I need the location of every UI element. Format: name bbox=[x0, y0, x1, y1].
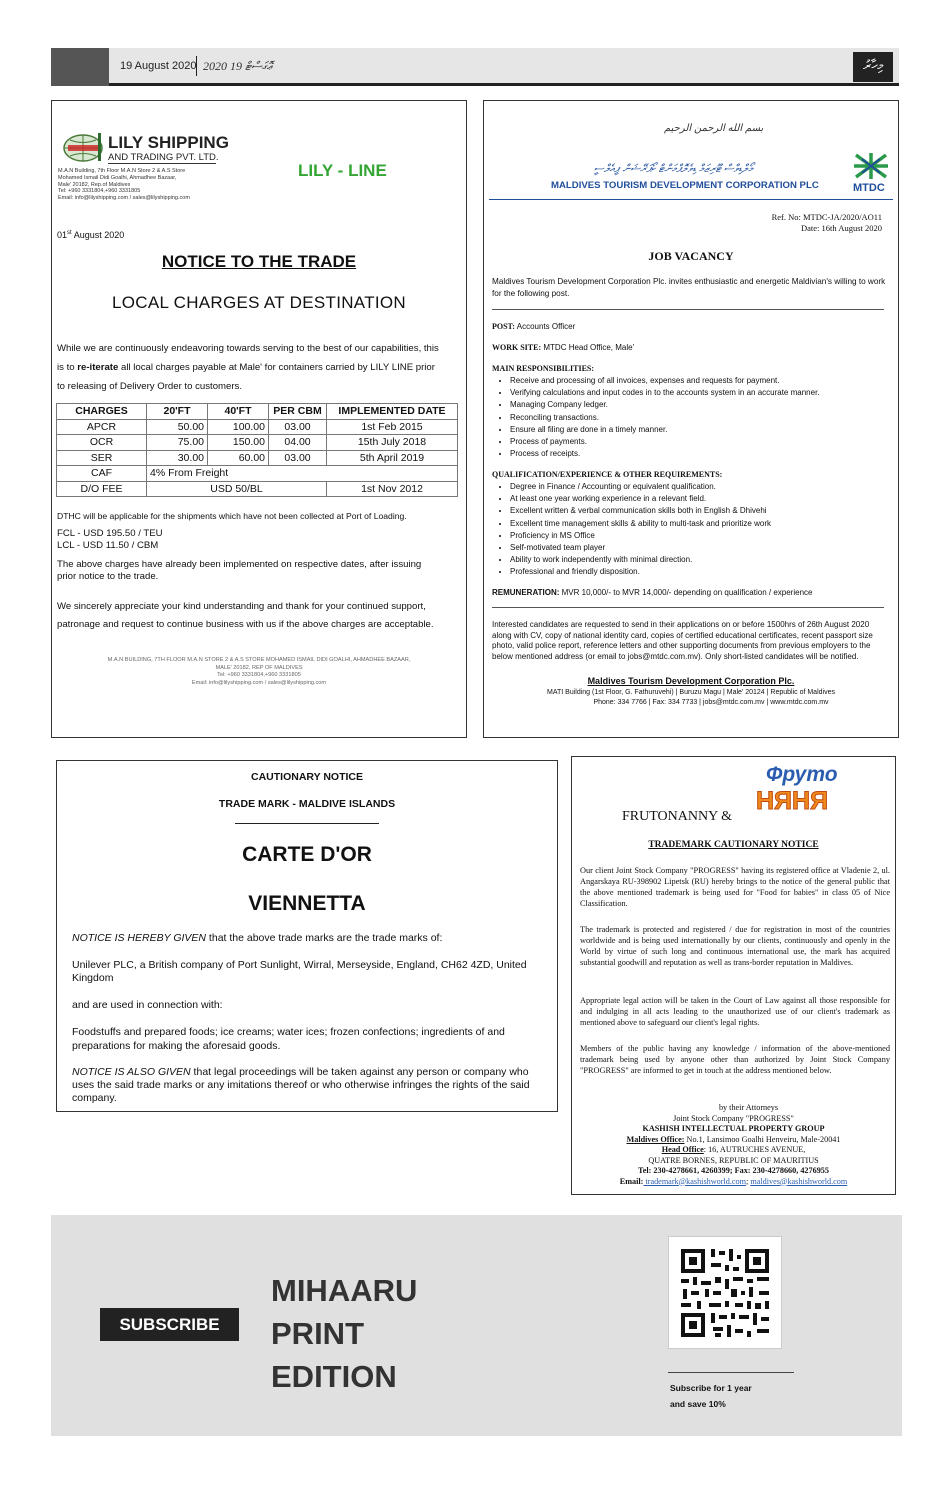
list-item: • Excellent written & verbal communication skills both in English & Dhivehi bbox=[510, 505, 771, 517]
table-header-row: CHARGES 20'FT 40'FT PER CBM IMPLEMENTED DATE bbox=[57, 404, 458, 420]
table-row: CAF 4% From Freight bbox=[57, 466, 458, 482]
mtdc-footer-contact: MATI Building (1st Floor, G. Fathuruvehi) | Buruzu Magu | Male' 20124 | Republic of Maldives Phone: 334 7766 | Fax: 334 7733 | jobs@mtdc.com.mv | www.mtdc.com.mv bbox=[547, 689, 835, 706]
header-accent bbox=[51, 48, 109, 86]
mtdc-site: WORK SITE: MTDC Head Office, Male' bbox=[492, 343, 635, 352]
fruto-logo-bottom: НЯНЯ bbox=[756, 787, 829, 815]
mtdc-header-rule bbox=[489, 199, 893, 200]
mtdc-apply: Interested candidates are requested to send in their applications on or before 1500hrs of 26th August 2020 along with CV, copy of national identity card, copies of certified educational certificates, recent passport size photo, valid police report, reference letters and other supporting documents from previous employers to the below mentioned address (or email to jobs@mtdc.com.mv). Only short-listed candidates will be notified. bbox=[492, 620, 873, 661]
mtdc-logo-icon bbox=[852, 151, 890, 181]
list-item: • Excellent time management skills & ability to multi-task and prioritize work bbox=[510, 518, 771, 530]
list-item: • Professional and friendly disposition. bbox=[510, 566, 771, 578]
fruto-email-2[interactable]: maldives@kashishworld.com bbox=[750, 1176, 848, 1186]
list-item: • Proficiency in MS Office bbox=[510, 530, 771, 542]
list-item: • Receive and processing of all invoices, expenses and requests for payment. bbox=[510, 375, 820, 387]
cautionary-used: and are used in connection with: bbox=[72, 999, 223, 1011]
lily-subtitle: LOCAL CHARGES AT DESTINATION bbox=[112, 293, 406, 312]
cautionary-owner: Unilever PLC, a British company of Port Sunlight, Wirral, Merseyside, England, CH62 4ZD, United Kingdom bbox=[72, 959, 527, 984]
mtdc-responsibilities bbox=[510, 375, 820, 460]
mtdc-footer-name: Maldives Tourism Development Corporation Plc. bbox=[587, 676, 795, 686]
mtdc-intro: Maldives Tourism Development Corporation Plc. invites enthusiastic and energetic Maldivian's willing to work for the following post. bbox=[492, 277, 886, 298]
table-row: OCR 75.00 150.00 04.00 15th July 2018 bbox=[57, 435, 458, 451]
lily-footer: M.A.N BUILDING, 7TH FLOOR M.A.N STORE 2 & A.S STORE MOHAMED ISMAIL DIDI GOALHI, AHMADHEE BAZAAR, MALE' 20182, REP OF MALDIVES Tel: +960 3331804,+960 3331805 Email: info@lilyshipping.com / sales@lilyshipping.com bbox=[107, 657, 411, 686]
cautionary-also: NOTICE IS ALSO GIVEN that legal proceedings will be taken against any person or company who uses the said trade marks or any imitations thereof or who otherwise infringes the rights of the said company. bbox=[72, 1066, 530, 1104]
subscribe-headline: MIHAARU PRINT EDITION bbox=[271, 1273, 418, 1394]
mtdc-rule-2 bbox=[492, 607, 884, 608]
mtdc-english-name: MALDIVES TOURISM DEVELOPMENT CORPORATION PLC bbox=[551, 180, 819, 191]
mtdc-resp-label: MAIN RESPONSIBILITIES: bbox=[492, 364, 595, 373]
list-item: • Reconciling transactions. bbox=[510, 412, 820, 424]
lily-company-sub: AND TRADING PVT. LTD. bbox=[108, 152, 219, 163]
table-row: APCR 50.00 100.00 03.00 1st Feb 2015 bbox=[57, 419, 458, 435]
list-item: • Managing Company ledger. bbox=[510, 399, 820, 411]
mtdc-job-vacancy bbox=[483, 100, 899, 738]
lily-thanks: We sincerely appreciate your kind understanding and thank for your continued support, patronage and request to continue business with us if the above charges are acceptable. bbox=[57, 601, 434, 630]
mtdc-post: POST: Accounts Officer bbox=[492, 322, 576, 331]
subscribe-rule bbox=[668, 1372, 794, 1373]
mtdc-bismillah: بسم الله الرحمن الرحيم bbox=[664, 123, 764, 134]
cautionary-notice-given: NOTICE IS HEREBY GIVEN that the above trade marks are the trade marks of: bbox=[72, 932, 443, 944]
cautionary-rule bbox=[235, 823, 379, 824]
header-dhivehi-date: 2020 ޢޮގަސްޓް 19 bbox=[203, 59, 272, 73]
header-date: 19 August 2020 bbox=[120, 60, 197, 72]
list-item: • Process of payments. bbox=[510, 436, 820, 448]
mtdc-ref: Ref. No: MTDC-JA/2020/AO11 Date: 16th August 2020 bbox=[771, 212, 882, 233]
subscribe-offer: Subscribe for 1 year and save 10% bbox=[670, 1383, 752, 1409]
lily-dthc: DTHC will be applicable for the shipments which have not been collected at Port of Loading. bbox=[57, 511, 407, 521]
mark-carte-dor: CARTE D'OR bbox=[242, 843, 372, 866]
mark-viennetta: VIENNETTA bbox=[248, 892, 366, 915]
table-row: SER 30.00 60.00 03.00 5th April 2019 bbox=[57, 450, 458, 466]
mtdc-dhivehi-name: މޯލްޑިވްސް ޓޫރިޒަމް ޑިވެލޮޕްމަންޓް ކޯޕަރޭޝަން ޕީއެލްސީ bbox=[594, 163, 753, 175]
lily-company-name: LILY SHIPPING bbox=[108, 133, 229, 152]
fruto-brand: FRUTONANNY & bbox=[622, 809, 733, 824]
header-divider bbox=[196, 56, 197, 76]
frutonanny-notice bbox=[571, 756, 896, 1195]
fruto-para-3: Appropriate legal action will be taken in the Court of Law against all those responsible for and indulging in all acts leading to the unauthorized use of our client's trademark as mentioned above to safeguard our client's legal rights. bbox=[580, 996, 890, 1027]
list-item: • Self-motivated team player bbox=[510, 542, 771, 554]
mihaaru-logo: މިހާރު bbox=[853, 52, 893, 82]
fruto-email-1[interactable]: trademark@kashishworld.com bbox=[643, 1176, 746, 1186]
list-item: • Verifying calculations and input codes in to the accounts system in an accurate manner. bbox=[510, 387, 820, 399]
list-item: • Process of receipts. bbox=[510, 448, 820, 460]
list-item: • Ability to work independently with minimal direction. bbox=[510, 554, 771, 566]
mtdc-title: JOB VACANCY bbox=[648, 249, 734, 263]
list-item: • At least one year working experience in a relevant field. bbox=[510, 493, 771, 505]
qr-code-icon[interactable] bbox=[668, 1236, 782, 1349]
fruto-title: TRADEMARK CAUTIONARY NOTICE bbox=[648, 840, 819, 850]
mtdc-logo-text: MTDC bbox=[853, 182, 885, 194]
lily-address: M.A.N Building, 7th Floor M.A.N Store 2 & A.S Store Mohamed Ismail Didi Goalhi, Ahmadhee Bazaar, Male' 20182, Rep.of Maldives Tel: +960 3331804,+960 3331805 Email: info@lilyshipping.com / sales@lilyshipping.com bbox=[58, 168, 190, 202]
mtdc-remuneration: REMUNERATION: MVR 10,000/- to MVR 14,000/- depending on qualification / experience bbox=[492, 588, 813, 597]
list-item: • Ensure all filing are done in a timely manner. bbox=[510, 424, 820, 436]
mtdc-qualifications bbox=[510, 481, 771, 579]
mtdc-qual-label: QUALIFICATION/EXPERIENCE & OTHER REQUIREMENTS: bbox=[492, 470, 723, 479]
fruto-para-1: Our client Joint Stock Company "PROGRESS" having its registered office at Vladenie 2, ul. Angarskaya RU-398902 Lipetsk (RU) hereby brings to the notice of the general public that the above mentioned trademark is being used for "Food for babies" in class 05 of Nice Classification. bbox=[580, 866, 890, 908]
lily-shipping-notice bbox=[51, 100, 467, 738]
cautionary-subtitle: TRADE MARK - MALDIVE ISLANDS bbox=[218, 798, 396, 810]
table-row: D/O FEE USD 50/BL 1st Nov 2012 bbox=[57, 481, 458, 497]
fruto-para-2: The trademark is protected and registered / due for registration in most of the countries worldwide and is being used internationally by our clients, continuously and openly in the World by virtue of such long and continuous international use, the mark has acquired substantial goodwill and reputation as well as trans-border reputation in Maldives. bbox=[580, 925, 890, 967]
lily-logo-underline bbox=[108, 163, 216, 164]
lily-intro: While we are continuously endeavoring towards serving to the best of our capabilities, this is to re-iterate all local charges payable at Male' for containers carried by LILY LINE prior to releasing of Delivery Order to customers. bbox=[57, 343, 439, 392]
fruto-logo-top: Фруто bbox=[766, 763, 838, 786]
fruto-para-4: Members of the public having any knowledge / information of the above-mentioned trademark being used by anyone other than authorized by Joint Stock Company "PROGRESS" are informed to get in touch at the address mentioned below. bbox=[580, 1044, 890, 1075]
lily-date: 01st August 2020 bbox=[57, 230, 125, 240]
cautionary-notice bbox=[56, 760, 558, 1112]
lily-implemented: The above charges have already been implemented on respective dates, after issuing prior notice to the trade. bbox=[57, 559, 422, 582]
lily-fcl-lcl: FCL - USD 195.50 / TEU LCL - USD 11.50 / CBM bbox=[57, 528, 163, 551]
cautionary-goods: Foodstuffs and prepared foods; ice creams; water ices; frozen confections; ingredients of and preparations for making the aforesaid goods. bbox=[72, 1026, 505, 1052]
lily-charges-table bbox=[56, 403, 458, 497]
lily-logo-bar bbox=[98, 133, 101, 161]
lily-line-brand: LILY - LINE bbox=[298, 161, 387, 180]
mtdc-rule-1 bbox=[492, 309, 884, 310]
subscribe-button[interactable]: SUBSCRIBE bbox=[100, 1308, 239, 1341]
list-item: • Degree in Finance / Accounting or equivalent qualification. bbox=[510, 481, 771, 493]
lily-title: NOTICE TO THE TRADE bbox=[161, 252, 357, 271]
cautionary-title: CAUTIONARY NOTICE bbox=[250, 771, 363, 783]
fruto-signature: by their Attorneys Joint Stock Company "PROGRESS" KASHISH INTELLECTUAL PROPERTY GROUP Maldives Office: No.1, Lansimoo Goalhi Henveiru, Male-20041 Head Office: 16, AUTRUCHES AVENUE, QUATRE BORNES, REPUBLIC OF MAURITIUS Tel: 230-4278661, 4260399; Fax: 230-4278660, 4276955 Email: trademark@kashishworld.com; maldives@kashishworld.com bbox=[619, 1103, 848, 1186]
